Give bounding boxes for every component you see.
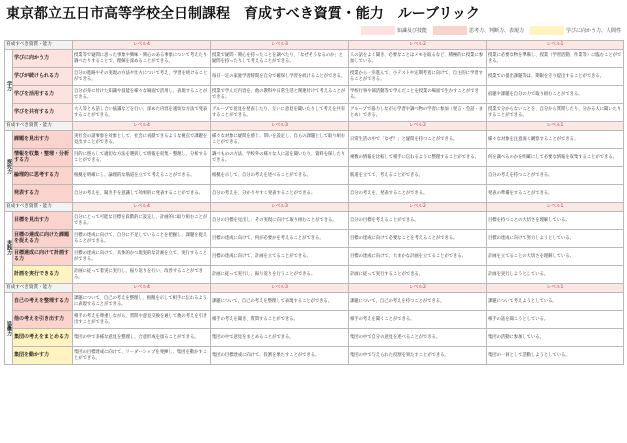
level-header: レベル1 (487, 284, 624, 293)
header-label: 育成すべき資質・能力 (5, 284, 73, 293)
rubric-cell: 授業で学んだ内容を、他の教科や日常生活と関連付けて考えることができる。 (211, 86, 349, 104)
skill-label: 集団の考えをまとめる力 (13, 329, 73, 347)
rubric-cell: 人の話をよく聞き、必要なことはメモを取るなど、積極的に授業に参加している。 (349, 50, 487, 68)
rubric-cell: 学校行事や部活動等で学んだことを授業の場面で生かすことができる。 (349, 86, 487, 104)
rubric-cell: 相手の考えを聞くことができる。 (349, 311, 487, 329)
rubric-cell: 集団の一員として活動しようとしている。 (487, 347, 624, 365)
rubric-cell: 目的に照らして適切な方法を選択して情報を収集・整理し、分析することができる。 (73, 149, 211, 167)
rubric-cell: 毎日一定の家庭学習時間を自分で確保し学習を続けることができる。 (211, 68, 349, 86)
rubric-cell: グループで意見を発表したり、互いに意見を聞いたりして考えを共有することができる。 (211, 104, 349, 122)
rubric-row (5, 230, 624, 248)
rubric-cell: 目標の達成に向けて、何が必要かを考えることができる。 (211, 230, 349, 248)
level-header: レベル2 (349, 284, 487, 293)
legend-item-thinking (433, 26, 524, 35)
skill-label: 学びを活用する力 (13, 86, 73, 104)
skill-label: 課題を見出す力 (13, 131, 73, 149)
rubric-cell: 課題について、自己の考えを整理して表現することができる。 (211, 293, 349, 311)
rubric-table (4, 40, 624, 365)
skill-label: 集団を動かす力 (13, 347, 73, 365)
rubric-row (5, 167, 624, 185)
category-label: 学力 (5, 50, 13, 122)
skill-label: 学びに向かう力 (13, 50, 73, 68)
skill-label: 学びが続けられる力 (13, 68, 73, 86)
level-header: レベル3 (211, 122, 349, 131)
level-header-row (5, 284, 624, 293)
rubric-cell: 集団の目標達成に向けて、リーダーシップを発揮し、集団を動かすことができる。 (73, 347, 211, 365)
level-header: レベル4 (73, 284, 211, 293)
level-header: レベル3 (211, 284, 349, 293)
rubric-cell: 実社会の諸事象を対象として、社会に貢献できるような視点で課題を見出すことができる。 (73, 131, 211, 149)
rubric-cell: 様々な対象に疑問を感じ、問いを設定し、自らの課題として取り組むことができる。 (211, 131, 349, 149)
rubric-cell: 集団の中で自分の意見を述べることができる。 (349, 329, 487, 347)
rubric-cell: 授業での提出課題等は、期限を守り提出することができる。 (487, 68, 624, 86)
rubric-row (5, 347, 624, 365)
rubric-cell: 根拠を示して、自分の考えを述べることができる。 (211, 167, 349, 185)
rubric-cell: 授業で疑問・関心を持ったことを調べたり、「なぜそうなるのか」と疑問を持ったりして考えることができる。 (211, 50, 349, 68)
rubric-row (5, 149, 624, 167)
rubric-cell: 授業等で疑問に思った事象や興味・関心のある事象について考えたり調べたりすることで、理解を深めることができる。 (73, 50, 211, 68)
rubric-cell: 計画を実行しようとしている。 (487, 266, 624, 284)
skill-label: 発表する力 (13, 185, 73, 203)
rubric-cell: 授業に必要な物を準備し、授業（学習活動、作業等）に臨むことができる。 (487, 50, 624, 68)
rubric-row (5, 212, 624, 230)
rubric-cell: 集団の目標達成に向けて、役割を果たすことができる。 (211, 347, 349, 365)
category-label: 実践力 (5, 212, 13, 284)
rubric-row (5, 86, 624, 104)
level-header: レベル2 (349, 41, 487, 50)
rubric-cell: 目標の達成に向けて、具体的かつ現実的な計画を立て、実行することができる。 (73, 248, 211, 266)
legend (361, 26, 621, 35)
legend-swatch (361, 26, 395, 35)
skill-label: 学びを共有する力 (13, 104, 73, 122)
rubric-row (5, 293, 624, 311)
level-header: レベル2 (349, 203, 487, 212)
level-header: レベル1 (487, 122, 624, 131)
skill-label: 論理的に思考する力 (13, 167, 73, 185)
rubric-cell: 様々な対象を注意深く観察することができる。 (487, 131, 624, 149)
level-header: レベル3 (211, 41, 349, 50)
rubric-cell: 目標の達成に向けて努力しようとしている。 (487, 230, 624, 248)
skill-label: 他の考えを引き出す力 (13, 311, 73, 329)
rubric-cell: 授業から一歩進んで、小テストや定期考査に向けて、自主的に学習することができる。 (349, 68, 487, 86)
skill-label: 目標達成に向けて計画する力 (13, 248, 73, 266)
rubric-cell: 計画に従って実行し、振り返りを行うことができる。 (211, 266, 349, 284)
legend-swatch (530, 26, 564, 35)
rubric-cell: 授業で分からないことを、自分から質問したり、分かる人に聞いたりすることができる。 (487, 104, 624, 122)
rubric-cell: 何を調べるのかを明確にして必要な情報を収集することができる。 (487, 149, 624, 167)
legend-label: 学びに向かう力、人間性 (565, 28, 621, 34)
rubric-cell: 課題について、自己の考えを整理し、根拠を示して相手に伝わるように表現することができる。 (73, 293, 211, 311)
rubric-cell: 自分の進路やその実現の方法や仕方について考え、学習を続けることができる。 (73, 68, 211, 86)
header-label: 育成すべき資質・能力 (5, 122, 73, 131)
skill-label: 計画を実行できる力 (13, 266, 73, 284)
rubric-cell: 宿題や課題を自分の力で取り組むことができる。 (487, 86, 624, 104)
rubric-cell: 自分にとって可能な目標を段階的に設定し、計画的に取り組むことができる。 (73, 212, 211, 230)
rubric-cell: 複数の情報を比較して相手に伝わるように整理することができる。 (349, 149, 487, 167)
rubric-cell: 発表の準備をすることができる。 (487, 185, 624, 203)
legend-label: 思考力、判断力、表現力 (468, 28, 524, 34)
legend-label: 知識及び技能 (396, 28, 427, 34)
rubric-row (5, 131, 624, 149)
category-label: 協働力 (5, 293, 13, 365)
rubric-cell: 課題について考えようとしている。 (487, 293, 624, 311)
level-header: レベル4 (73, 203, 211, 212)
level-header: レベル4 (73, 122, 211, 131)
rubric-cell: 計画に従って実行することができる。 (349, 266, 487, 284)
rubric-cell: 目標の達成に向けて、大まかな計画を立てることができる。 (349, 248, 487, 266)
rubric-cell: 自分の目標を見出し、その実現に向けて取り組むことができる。 (211, 212, 349, 230)
level-header: レベル1 (487, 41, 624, 50)
rubric-cell: 自分の目標を考えることができる。 (349, 212, 487, 230)
rubric-row (5, 248, 624, 266)
legend-swatch (433, 26, 467, 35)
rubric-row (5, 68, 624, 86)
skill-label: 目標を見出す力 (13, 212, 73, 230)
rubric-cell: 相手の話を聞こうとしている。 (487, 311, 624, 329)
rubric-cell: 課題について、自己の考えを持つことができる。 (349, 293, 487, 311)
rubric-cell: 筋道を立てて、考えることができる。 (349, 167, 487, 185)
rubric-cell: 目標の達成に向けて、自分に不足していることを把握し、課題を捉えることができる。 (73, 230, 211, 248)
rubric-cell: 集団の中で意見をまとめることができる。 (211, 329, 349, 347)
rubric-cell: 自分の考えを、分かりやすく発表することができる。 (211, 185, 349, 203)
level-header: レベル3 (211, 203, 349, 212)
level-header: レベル1 (487, 203, 624, 212)
category-label: 探究力 (5, 131, 13, 203)
rubric-cell: 自分が身に付けた知識や技能を様々な場面で活用し、表現することができる。 (73, 86, 211, 104)
level-header-row (5, 122, 624, 131)
header-label: 育成すべき資質・能力 (5, 41, 73, 50)
page-title: 東京都立五日市高等学校全日制課程 育成すべき資質・能力 ルーブリック (6, 6, 480, 22)
rubric-row (5, 185, 624, 203)
rubric-row (5, 329, 624, 347)
rubric-cell: 計画に従って着実に実行し、振り返りを行い、改善することができる。 (73, 266, 211, 284)
rubric-cell: 自分の考えを、発表することができる。 (349, 185, 487, 203)
rubric-cell: 根拠を明確にし、論理的な筋道を立てて考えることができる。 (73, 167, 211, 185)
rubric-row (5, 311, 624, 329)
level-header: レベル4 (73, 41, 211, 50)
rubric-cell: 目標の達成に向けて、計画を立てることができる。 (211, 248, 349, 266)
rubric-cell: 大人等とも話し合い協議などを行い、深めた内容を適切な方法で発表することができる。 (73, 104, 211, 122)
rubric-row (5, 50, 624, 68)
skill-label: 情報を収集・整理・分析する力 (13, 149, 73, 167)
level-header-row (5, 203, 624, 212)
rubric-cell: 集団の活動に参加している。 (487, 329, 624, 347)
rubric-cell: 相手の考えを尊重しながら、質問や意見交換を通して他の考えを引き出すことができる。 (73, 311, 211, 329)
header-label: 育成すべき資質・能力 (5, 203, 73, 212)
rubric-cell: 計画を立てることの大切さを理解している。 (487, 248, 624, 266)
skill-label: 自己の考えを整理する力 (13, 293, 73, 311)
legend-item-knowledge (361, 26, 427, 35)
level-header: レベル2 (349, 122, 487, 131)
rubric-cell: 自分の考えを、聞き手を意識して効果的に発表することができる。 (73, 185, 211, 203)
rubric-cell: 自分の考えを持つことができる。 (487, 167, 624, 185)
rubric-cell: 目標の達成に向けて必要なことを考えることができる。 (349, 230, 487, 248)
rubric-row (5, 104, 624, 122)
legend-item-attitude (530, 26, 621, 35)
rubric-cell: 相手の考えを聞き、質問することができる。 (211, 311, 349, 329)
rubric-cell: 調べものの方法、学校外の様々な人に話を聞いたり、資料を探したりできる。 (211, 149, 349, 167)
rubric-cell: 日常生活の中で「なぜ？」と疑問を持つことができる。 (349, 131, 487, 149)
level-header-row (5, 41, 624, 50)
skill-label: 目標の達成に向けた課題を捉える力 (13, 230, 73, 248)
rubric-cell: 集団の中で与えられた役割を果たすことができる。 (349, 347, 487, 365)
rubric-cell: 目標を持つことの大切さを理解している。 (487, 212, 624, 230)
rubric-cell: 集団の中で多様な意見を整理し、合意形成を図ることができる。 (73, 329, 211, 347)
rubric-row (5, 266, 624, 284)
rubric-cell: グループで協力しながら学習や調べ物の学習に参加（発言・会話・まとめ）できる。 (349, 104, 487, 122)
